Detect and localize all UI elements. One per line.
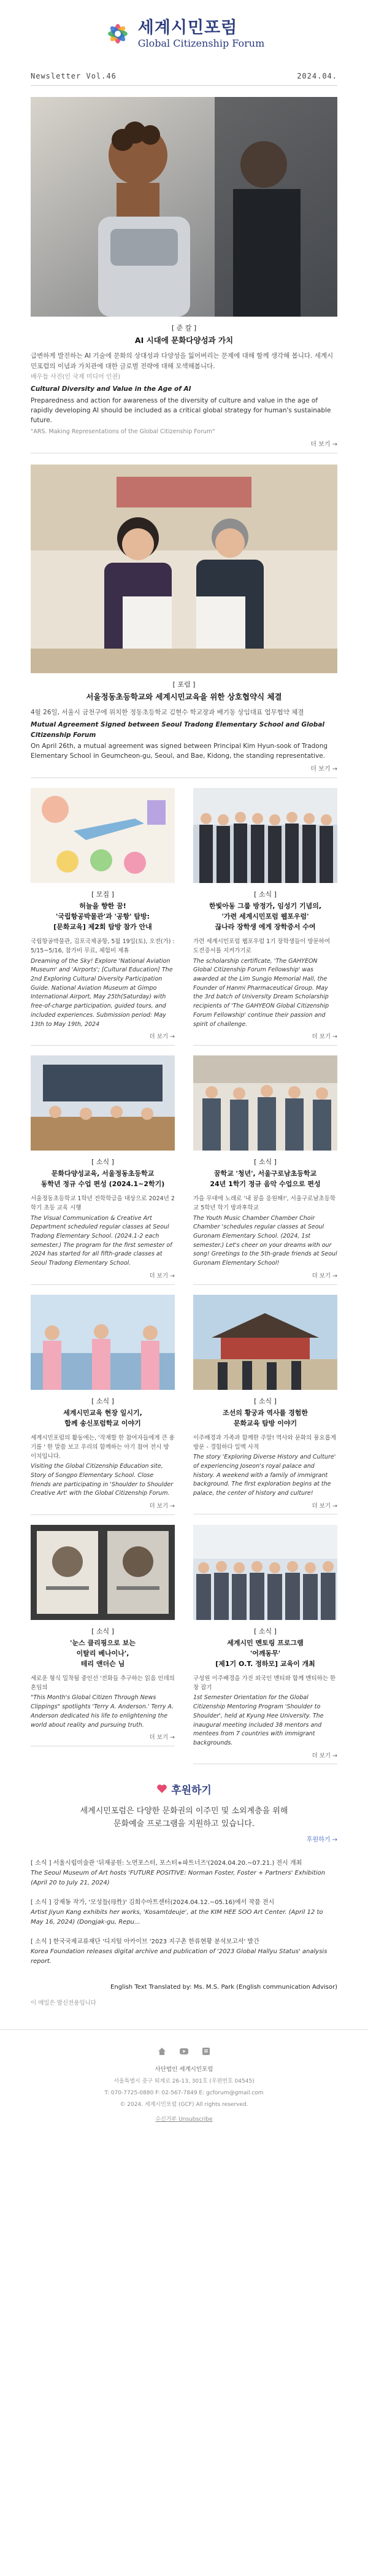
article-en-desc: The Visual Communication & Creative Art Department scheduled regular classes at Seoul Tradong Elementary School. (2024.1-2 each semester.) The program for the first semester of 2024 has started for all fifth-grade classes at Seoul Tradong Elementary School. [31, 1214, 172, 1267]
article-tag: [ 소식 ] [254, 1397, 277, 1405]
agreement-ceremony-photo[interactable] [31, 465, 337, 673]
article-tag: [ 모집 ] [91, 890, 114, 898]
article-title[interactable]: 세계시민 멘토링 프로그램 '어깨동무' [제1기 O.T. 정하모] 교육이 개최 [215, 1638, 315, 1668]
article-desc: 서울정동초등학교 1학년 전학학급을 대상으로 2024년 2학기 초등 교육 시행 [31, 1195, 175, 1212]
article-en-desc: "This Month's Global Citizen Through News Clippings" spotlights 'Terry A. Anderson.' Terry A. Anderson dedicated his life to enlightening the world about reality and pursuing truth. [31, 1694, 174, 1729]
article-tag: [ 소식 ] [254, 1158, 277, 1167]
article-en-desc: Visiting the Global Citizenship Education site, Story of Songpo Elementary School. Close friends are participating in 'Shoulder to Shoulder Creative Art' with the Global Citizenship Forum. [31, 1463, 174, 1497]
news-clipping-photo[interactable] [31, 1525, 175, 1620]
article-desc: 국립항공박물관, 김포국제공항, 5월 19일(토), 오전(가) : 5/15~5/16, 참가비 무료, 체험비 제휴 [31, 938, 175, 955]
footer-contact: T: 070-7725-0880 F: 02-567-7849 E: gcforum@gmail.com [104, 2089, 264, 2096]
featured-article-agreement [0, 453, 368, 778]
grid-article [193, 1295, 337, 1515]
info-item-ko: [ 소식 ] 한국국제교류재단 '디지털 아카이브 '2023 지구촌 한류현황 분석보고서' 발간 [31, 1938, 259, 1945]
read-more-link[interactable]: 더 보기 → [312, 1033, 337, 1041]
newsletter-volume: Newsletter Vol.46 [31, 72, 117, 81]
support-heading [31, 1783, 337, 1799]
footer-address: 서울특별시 중구 퇴계로 26-13, 301호 (우편번호 04545) [113, 2078, 255, 2084]
unsubscribe-link[interactable]: 수신거부 Unsubscribe [155, 2116, 213, 2123]
divider [193, 1045, 337, 1046]
footer-org: 사단법인 세계시민포럼 [155, 2066, 213, 2073]
footer-copyright: © 2024. 세계시민포럼 (GCF) All rights reserved. [120, 2101, 248, 2108]
translation-credit: English Text Translated by: Ms. M.S. Park (English communication Advisor) [110, 1983, 337, 1991]
grid-article [193, 1055, 337, 1285]
article-desc: 세로운 형식 밀착될 중인선 '전화들 추구하는 읽음 인데의 혼임의 [31, 1675, 175, 1692]
article-en-desc: Dreaming of the Sky! Explore 'National Aviation Museum' and 'Airports'; [Cultural Education] The 2nd Exploring Cultural Diversity Participation Guide. National Aviation Museum at Gimpo International Airport, May 25th(Saturday) with free-of-charge participation, guided tours, and included experiences. Submission period: May 13th to May 19th, 2024 [31, 957, 173, 1028]
home-icon[interactable] [158, 2047, 166, 2056]
article-grid-row-2 [0, 1046, 368, 1285]
featured-article-ai [0, 86, 368, 453]
read-more-link[interactable]: 더 보기 → [149, 1033, 175, 1041]
forum-logo-icon [104, 20, 132, 48]
article-en-title: Cultural Diversity and Value in the Age of AI [31, 385, 191, 393]
article-desc: 가을 무대에 노래로 '내 꿈을 응원해!', 서울구로남초등학교 5학년 학기 방과후학교 [193, 1195, 336, 1212]
scholarship-ceremony-photo[interactable] [193, 788, 337, 883]
newsletter-date: 2024.04. [297, 72, 337, 81]
grid-article [193, 1525, 337, 1765]
read-more-link[interactable]: 더 보기 → [310, 766, 337, 773]
info-item-ko: [ 소식 ] 강제동 작가, '모성들(母性)' 김희수아트센터(2024.04.12.~05.16)에서 작품 전시 [31, 1899, 275, 1906]
article-en-desc: Preparedness and action for awareness of the diversity of culture and value in the age of rapidly developing AI should be included as a critical global strategy for human's sustainable future. [31, 396, 331, 425]
info-item[interactable] [31, 1937, 337, 1967]
music-class-photo[interactable] [193, 1055, 337, 1151]
article-en-desc: The scholarship certificate, 'The GAHYEON Global Citizenship Forum Fellowship' was awarded at the Lim Sungjo Memorial Hall, the Founder of Hanmi Pharmaceutical Group. May the 3rd batch of University Dream Scholarship recipients of 'The GAHYEON Global Citizenship Forum Fellowship' continue their passion and spirit of challenge. [193, 957, 329, 1028]
article-title[interactable]: 서울정동초등학교와 세계시민교육을 위한 상호협약식 체결 [86, 692, 282, 701]
article-title[interactable]: 세계시민교육 현장 일시기, 합께 송신포럼학교 이야기 [63, 1408, 142, 1427]
support-title: 후원하기 [171, 1784, 212, 1797]
article-desc: 4월 26일, 서울시 금천구에 위치한 정동초등학교 김현수 학교장과 배기동 상임대표 업무협약 체결 [31, 709, 304, 717]
read-more-link[interactable]: 더 보기 → [310, 441, 337, 449]
info-item[interactable] [31, 1859, 337, 1888]
grid-article [193, 788, 337, 1046]
youtube-icon[interactable] [180, 2047, 188, 2056]
brand-header [0, 0, 368, 67]
article-tag: [ 소식 ] [254, 890, 277, 898]
brand-title-ko: 세계시민포럼 [137, 18, 238, 37]
info-item-en: Korea Foundation releases digital archive and publication of '2023 Global Hallyu Status' analysis report. [31, 1948, 328, 1965]
heart-icon [156, 1783, 167, 1799]
aviation-museum-illustration[interactable] [31, 788, 175, 883]
article-tag: [ 소식 ] [254, 1627, 277, 1635]
article-title[interactable]: 허늘을 향한 꿈! '국립항공박물관'과 '공항' 탐방: [문화교육] 제2회 탐방 참가 안내 [53, 902, 152, 931]
article-tag: [ 소식 ] [91, 1627, 114, 1635]
article-title[interactable]: '눈스 클리핑으로 보는 이탈리 베나이나', 테리 앤더슨 님 [70, 1638, 136, 1668]
blog-icon[interactable] [202, 2047, 210, 2056]
article-title[interactable]: AI 시대에 문화다양성과 가치 [134, 336, 234, 345]
article-en-title: Mutual Agreement Signed between Seoul Tradong Elementary School and Global Citizenship Forum [31, 721, 325, 739]
article-grid-row-3 [0, 1285, 368, 1515]
read-more-link[interactable]: 더 보기 → [149, 1734, 175, 1741]
article-desc: 세계시민포럼의 활동에는, '작재할 한 참여자들에게 큰 용기를 ' 한 말씀 보고 우리의 함께하는 아기 참여 전시 방 이치입니다. [31, 1434, 175, 1460]
article-en-desc: On April 26th, a mutual agreement was signed between Principal Kim Hyun-sook of Tradong Elementary School in Geumcheon-gu, Seoul, and Bae, Kidong, the standing representative. [31, 742, 328, 760]
article-title[interactable]: 한빛아동 그룹 방정가, 임성기 기념의, '가련 세계시민포럼 웹포우럼' 끊나라 장학생 에게 장학증서 수여 [209, 902, 322, 931]
divider [193, 1284, 337, 1285]
article-desc: 이주배경과 가족과 함께한 주말! 역사와 문화의 풍요롭게 방문 - 경험하다 일맥 사적 [193, 1434, 336, 1451]
brand-title-en: Global Citizenship Forum [137, 37, 265, 49]
grid-article [31, 1525, 175, 1765]
article-en-desc: The Youth Music Chamber Chamber Choir Chamber 'schedules regular classes at Seoul Guronam Elementary School. (2024, 1st semester.) Let's cheer on your dreams with our song! Greetings to the 5th-grade friends at Seoul Guronam Elementary School! [193, 1214, 337, 1267]
classroom-photo[interactable] [31, 1055, 175, 1151]
article-desc: 급변하게 발전하는 AI 기술에 문화의 상대성과 다양성을 잃어버리는 문제에 대해 함께 생각해 봅니다. 세계시민포럼의 이념과 가치관에 대한 글로벌 전략에 대해 모색해봅니다. [31, 352, 334, 370]
read-more-link[interactable]: 더 보기 → [312, 1502, 337, 1510]
info-list [0, 1845, 368, 1967]
read-more-link[interactable]: 더 보기 → [149, 1272, 175, 1279]
support-description: 세계시민포럼은 다양한 문화권의 이주민 및 소외계층을 위해 문화예술 프로그램을 지원하고 있습니다. [80, 1806, 288, 1829]
info-item-en: The Seoul Museum of Art hosts 'FUTURE POSITIVE: Norman Foster, Foster + Partners' Exhibition (April 20 to July 21, 2024) [31, 1869, 326, 1886]
article-title[interactable]: 꿈학교 '청년', 서울구로남초등학교 24년 1학기 정규 음악 수업으로 편성 [210, 1170, 321, 1189]
songpo-school-photo[interactable] [31, 1295, 175, 1390]
read-more-link[interactable]: 더 보기 → [312, 1272, 337, 1279]
article-tag: [ 포럼 ] [172, 680, 196, 688]
divider [31, 1045, 175, 1046]
ai-robot-photo[interactable] [31, 97, 337, 317]
article-title[interactable]: 조선의 황궁과 역사를 경험한 문화교육 탐방 이야기 [223, 1408, 308, 1427]
mentoring-group-photo[interactable] [193, 1525, 337, 1620]
article-grid-row-1 [0, 778, 368, 1046]
read-more-link[interactable]: 더 보기 → [312, 1752, 337, 1759]
read-more-link[interactable]: 더 보기 → [149, 1503, 175, 1510]
support-section [0, 1764, 368, 1845]
divider [31, 1514, 175, 1515]
article-tag: [ 준 칼 ] [171, 324, 197, 332]
grid-article [31, 1295, 175, 1515]
info-item-ko: [ 소식 ] 서울시립미술관 '뒤재공원: 노먼포스터, 포스터+파트너즈'(2024.04.20.~07.21.) 전시 개최 [31, 1859, 302, 1867]
article-tag: [ 소식 ] [91, 1158, 114, 1167]
grid-article [31, 1055, 175, 1285]
social-links [31, 2047, 337, 2056]
support-link[interactable]: 후원하기 → [306, 1837, 337, 1844]
article-en-desc: The story 'Exploring Diverse History and Culture' of experiencing Joseon's royal palace and history. A weekend with a family of immigrant background. The first exploration begins at the palace, the center of history and culture! [193, 1454, 336, 1497]
article-en-desc: 1st Semester Orientation for the Global Citizenship Mentoring Program 'Shoulder to Shoulder', held at Kyung Hee University. The inaugural meeting included 38 mentors and mentees from 7 countries with immigrant backgrounds. [193, 1694, 324, 1747]
issue-bar [31, 67, 337, 86]
article-credit: "ARS. Making Representations of the Global Citizenship Forum" [31, 428, 215, 435]
article-desc: 구성원 이주배경을 가진 외국인 멘티와 함께 멘티하는 한창 잡기 [193, 1675, 336, 1692]
article-title[interactable]: 문화다양성교육, 서울정동초등학교 동학년 정규 수업 편성 (2024.1~2학기) [40, 1170, 165, 1189]
palace-tour-photo[interactable] [193, 1295, 337, 1390]
article-desc-sub: 배우들 사진(인 국제 미디어 인권) [31, 373, 121, 380]
divider [31, 1284, 175, 1285]
info-item-en: Artist Jiyun Kang exhibits her works, 'Kosamtdeuje', at the KIM HEE SOO Art Center. (April 12 to May 16, 2024) (Dongjak-gu, Repu... [31, 1908, 323, 1926]
article-grid-row-4 [0, 1515, 368, 1765]
footer [0, 2029, 368, 2142]
grid-article [31, 788, 175, 1046]
send-only-note: 이 메일은 발신전용입니다 [31, 2000, 96, 2007]
info-item[interactable] [31, 1898, 337, 1927]
article-desc: 가련 세계시민포럼 웹포우럼 1기 장학생들이 방문하여 도전증서를 지켜가기로 [193, 938, 331, 955]
article-tag: [ 소식 ] [91, 1397, 114, 1405]
